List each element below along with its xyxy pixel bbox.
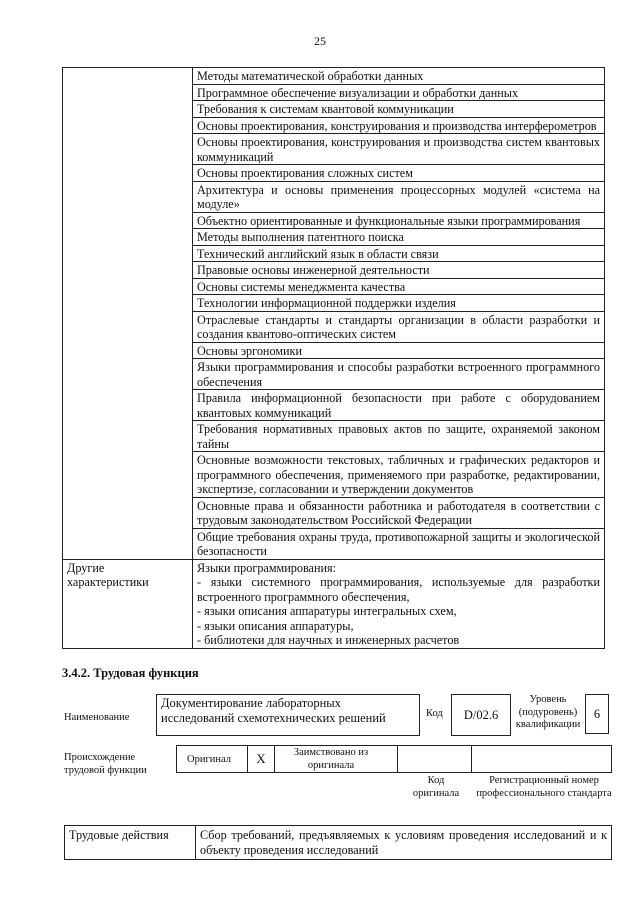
page-number: 25 [314, 34, 326, 48]
list-item: - языки описания аппаратуры, [197, 618, 354, 633]
actions-label: Трудовые действия [65, 826, 196, 860]
code-field: D/02.6 [451, 694, 511, 736]
list-item: Языки программирования: [197, 560, 337, 575]
name-label: Наименование [64, 712, 130, 723]
original-label: Оригинал [187, 754, 231, 765]
function-name-field [156, 694, 420, 736]
knowledge-item: Методы выполнения патентного поиска [193, 229, 605, 246]
knowledge-item: Архитектура и основы применения процессорных модулей «система на модуле» [193, 181, 605, 212]
knowledge-item: Правовые основы инженерной деятельности [193, 262, 605, 279]
knowledge-label-cell [63, 68, 193, 560]
reg-number-label: Регистрационный номер профессионального стандарта [476, 775, 612, 799]
actions-value: Сбор требований, предъявляемых к условиям проведения исследований и к объекту проведения исследований [196, 826, 612, 860]
function-name-value: Документирование лабораторных исследований схемотехнических решений [161, 696, 386, 725]
divider [397, 745, 398, 773]
knowledge-table [62, 67, 605, 649]
section-title: 3.4.2. Трудовая функция [62, 666, 199, 680]
knowledge-item: Основные права и обязанности работника и работодателя в соответствии с трудовым законодательством Российской Федерации [193, 497, 605, 528]
other-characteristics-value [193, 559, 605, 648]
knowledge-item: Основы проектирования, конструирования и производства интерферометров [193, 117, 605, 134]
knowledge-item: Отраслевые стандарты и стандарты организации в области разработки и создания квантово-оптических систем [193, 311, 605, 342]
knowledge-item: Основы проектирования сложных систем [193, 165, 605, 182]
borrowed-label: Заимствовано из оригинала [293, 747, 369, 771]
origin-label: Происхождение трудовой функции [64, 752, 147, 776]
knowledge-item: Технический английский язык в области связи [193, 245, 605, 262]
knowledge-item: Требования нормативных правовых актов по защите, охраняемой законом тайны [193, 421, 605, 452]
original-mark: X [247, 745, 275, 773]
knowledge-item: Методы математической обработки данных [193, 68, 605, 85]
origin-table [176, 745, 612, 773]
other-characteristics-label: Другие характеристики [63, 559, 193, 648]
knowledge-item: Основные возможности текстовых, табличных и графических редакторов и программного обеспечения, применяемого при разработке, редактировании, экспертизе, согласовании и утверждении документов [193, 452, 605, 498]
level-label: Уровень (подуровень) квалификации [515, 694, 581, 730]
divider [471, 745, 472, 773]
knowledge-item: Языки программирования и способы разработки встроенного программного обеспечения [193, 359, 605, 390]
knowledge-item: Общие требования охраны труда, противопожарной защиты и экологической безопасности [193, 528, 605, 559]
level-field: 6 [585, 694, 609, 734]
knowledge-item: Основы системы менеджмента качества [193, 278, 605, 295]
knowledge-item: Основы проектирования, конструирования и производства систем квантовых коммуникаций [193, 134, 605, 165]
knowledge-item: Объектно ориентированные и функциональные языки программирования [193, 212, 605, 229]
table-row [63, 68, 605, 85]
list-item: - библиотеки для научных и инженерных расчетов [197, 633, 460, 647]
knowledge-item: Основы эргономики [193, 342, 605, 359]
table-row [65, 826, 612, 860]
code-original-label: Код оригинала [412, 775, 460, 799]
knowledge-item: Требования к системам квантовой коммуникации [193, 101, 605, 118]
table-row [63, 559, 605, 648]
labour-actions-table [64, 825, 612, 860]
code-label: Код [426, 708, 443, 719]
list-item: - языки системного программирования, используемые для разработки встроенного программного обеспечения, [197, 575, 600, 604]
knowledge-item: Программное обеспечение визуализации и обработки данных [193, 84, 605, 101]
knowledge-item: Правила информационной безопасности при работе с оборудованием квантовых коммуникаций [193, 390, 605, 421]
list-item: - языки описания аппаратуры интегральных схем, [197, 604, 457, 618]
knowledge-item: Технологии информационной поддержки изделия [193, 295, 605, 312]
